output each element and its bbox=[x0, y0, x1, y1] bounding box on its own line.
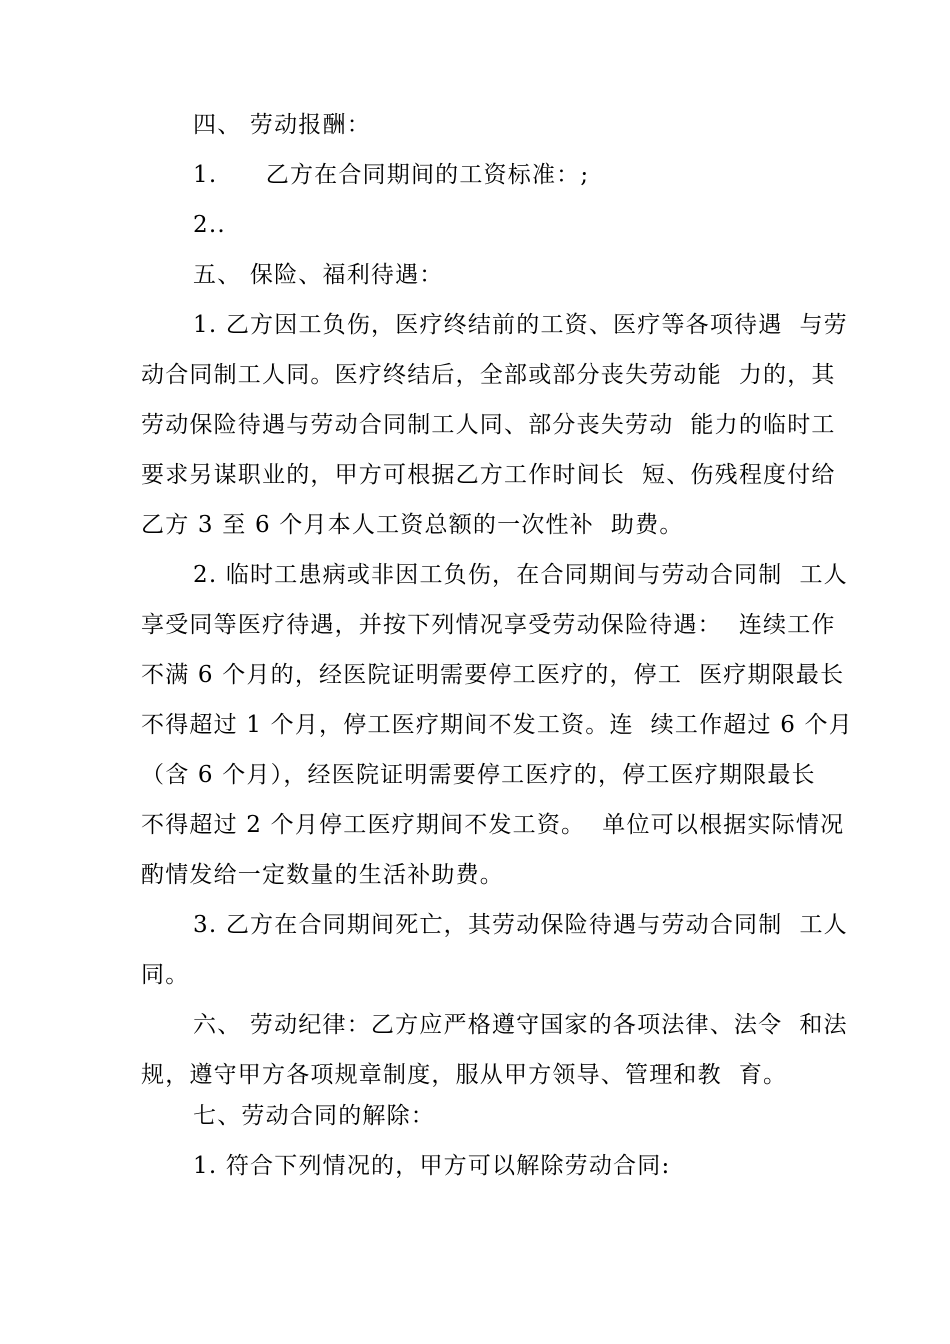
section-heading-6: 六、 劳动纪律：乙方应严格遵守国家的各项法律、法令 和法 bbox=[193, 1012, 848, 1038]
clause-5-1-line-5: 乙方 3 至 6 个月本人工资总额的一次性补 助费。 bbox=[141, 512, 684, 538]
section-heading-4: 四、 劳动报酬： bbox=[193, 112, 371, 138]
clause-5-2-line-4: 不得超过 1 个月，停工医疗期间不发工资。连 续工作超过 6 个月 bbox=[141, 712, 853, 738]
section-heading-7: 七、劳动合同的解除： bbox=[193, 1103, 435, 1129]
clause-4-2: 2.. bbox=[193, 212, 226, 238]
clause-5-1-line-2: 动合同制工人同。医疗终结后，全部或部分丧失劳动能 力的，其 bbox=[141, 362, 836, 388]
section-heading-5: 五、 保险、福利待遇： bbox=[193, 262, 444, 288]
clause-5-2-line-7: 酌情发给一定数量的生活补助费。 bbox=[141, 862, 504, 888]
clause-5-3-line-2: 同。 bbox=[141, 962, 190, 988]
clause-5-2-line-5: （含 6 个月），经医院证明需要停工医疗的，停工医疗期限最长 bbox=[141, 762, 816, 788]
clause-4-1: 1. 乙方在合同期间的工资标准：; bbox=[193, 162, 590, 188]
clause-5-2-line-6: 不得超过 2 个月停工医疗期间不发工资。 单位可以根据实际情况 bbox=[141, 812, 845, 838]
clause-5-1-line-1: 1. 乙方因工负伤，医疗终结前的工资、医疗等各项待遇 与劳 bbox=[193, 312, 848, 338]
clause-7-1: 1. 符合下列情况的，甲方可以解除劳动合同: bbox=[193, 1153, 671, 1179]
clause-5-2-line-2: 享受同等医疗待遇，并按下列情况享受劳动保险待遇： 连续工作 bbox=[141, 612, 836, 638]
clause-5-3-line-1: 3. 乙方在合同期间死亡，其劳动保险待遇与劳动合同制 工人 bbox=[193, 912, 848, 938]
section-6-line-2: 规，遵守甲方各项规章制度，服从甲方领导、管理和教 育。 bbox=[141, 1062, 788, 1088]
clause-5-1-line-4: 要求另谋职业的，甲方可根据乙方工作时间长 短、伤残程度付给 bbox=[141, 462, 836, 488]
clause-5-1-line-3: 劳动保险待遇与劳动合同制工人同、部分丧失劳动 能力的临时工 bbox=[141, 412, 836, 438]
clause-5-2-line-3: 不满 6 个月的，经医院证明需要停工医疗的，停工 医疗期限最长 bbox=[141, 662, 845, 688]
clause-5-2-line-1: 2. 临时工患病或非因工负伤，在合同期间与劳动合同制 工人 bbox=[193, 562, 848, 588]
